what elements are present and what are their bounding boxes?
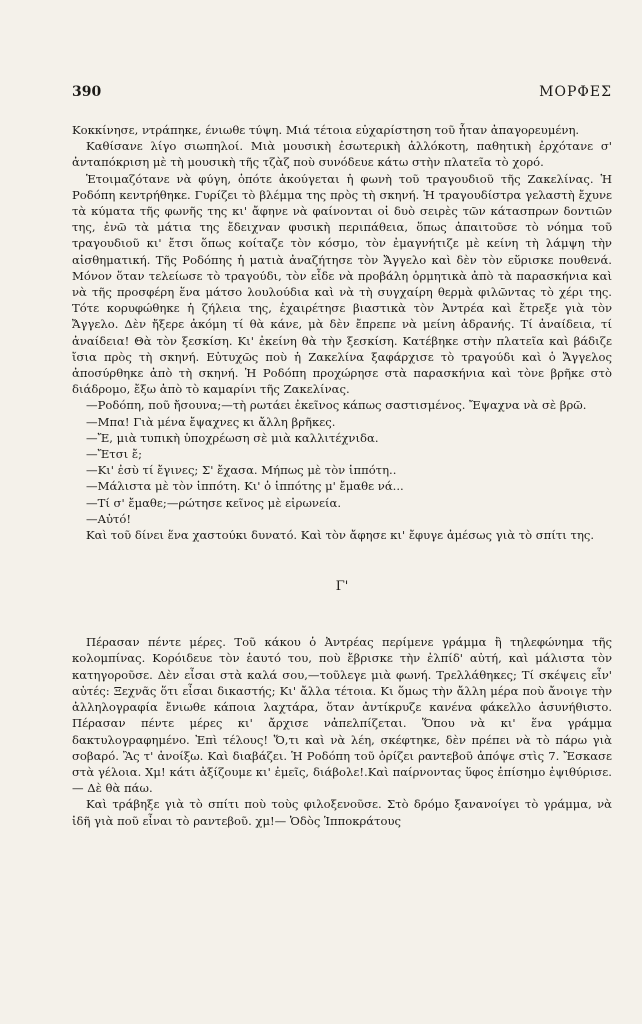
paragraph: Καὶ τοῦ δίνει ἕνα χαστούκι δυνατό. Καὶ τὸν ἄφησε κι' ἔφυγε ἀμέσως γιὰ τὸ σπίτι της. [86,528,595,543]
dialogue-line: —Μπα! Γιὰ μένα ἔψαχνες κι ἄλλη βρῆκες. [86,414,336,429]
text-block-bottom [72,634,612,828]
paragraph: Καθίσανε λίγο σιωπηλοί. Μιὰ μουσικὴ ἐσωτερικὴ ἀλλόκοτη, παθητικὴ ἐρχότανε σ' ἀνταπόκριση μὲ τὴ μουσικὴ τῆς τζὰζ ποὺ συνόδευε κάτω στὴν πλατεῖα τὸ χορό. [72,139,612,170]
page-body [72,122,612,829]
paragraph: Ἑτοιμαζότανε νὰ φύγη, ὁπότε ἀκούγεται ἡ φωνὴ τοῦ τραγουδιοῦ τῆς Ζακελίνας. Ἡ Ροδόπη κεντρήθηκε. Γυρίζει τὸ βλέμμα της πρὸς τὴ σκηνή. Ἡ τραγουδίστρα γελαστὴ ἔχυνε τὰ κύματα τῆς φωνῆς της κι' ἄφηνε νὰ φαίνονται οἱ δυὸ σειρὲς τῶν κάτασπρων δοντιῶν της, ἐνῶ τὰ μάτια της ἔδειχναν φυσικὴ περιπάθεια, ὅπως ἀπαιτοῦσε τὸ νόημα τοῦ τραγουδιοῦ κι' ἔτσι ὅπως κοίταζε τὸν κόσμο, τὸν ἐμαγνήτιζε μὲ κείνη τὴ λάμψη τὴν αἰσθηματική. Τῆς Ροδόπης ἡ ματιὰ ἀναζήτησε τὸν Ἄγγελο καὶ δὲν τὸν εὕρισκε πουθενά. Μόνον ὅταν τελείωσε τὸ τραγούδι, τὸν εἶδε νὰ προβάλη ὁρμητικὰ ἀπὸ τὰ παρασκήνια καὶ νὰ τῆς προσφέρη ἕνα μάτσο λουλούδια καὶ νὰ τὴ συγχαίρη θερμὰ φιλῶντας τὸ χέρι της. Τότε κορυφώθηκε ἡ ζήλεια της, ἐχαιρέτησε βιαστικὰ τὸν Ἀντρέα καὶ ἔτρεξε γιὰ τὸν Ἄγγελο. Δὲν ἤξερε ἀκόμη τί θὰ κάνε, μὰ δὲν ἔπρεπε νὰ μείνη ἀδρανής. Τί ἀναίδεια, τί ἀναίδεια! Θὰ τὸν ξεσκίση. Κι' ἐκείνη θὰ τὴν ξεσκίση. Κατέβηκε στὴν πλατεῖα καὶ βάδιζε ἴσια πρὸς τὴ σκηνή. Εὐτυχῶς ποὺ ἡ Ζακελίνα ξαφάρχισε τὸ τραγούδι καὶ ὁ Ἄγγελος ἀποσύρθηκε ἀπὸ τὴ σκηνή. Ἡ Ροδόπη προχώρησε στὰ παρασκήνια καὶ τὸνε βρῆκε στὸ διάδρομο, ἔξω ἀπὸ τὸ καμαρίνι τῆς Ζακελίνας. [72,171,612,397]
paragraph: Καὶ τράβηξε γιὰ τὸ σπίτι ποὺ τοὺς φιλοξενοῦσε. Στὸ δρόμο ξανανοίγει τὸ γράμμα, νὰ ἰδῆ γιὰ ποῦ εἶναι τὸ ραντεβοῦ. χμ!— Ὁδὸς Ἱπποκράτους [72,797,612,828]
dialogue-line: —Ροδόπη, ποῦ ἤσουνα;—τὴ ρωτάει ἐκεῖνος κάπως σαστισμένος. Ἔψαχνα νὰ σὲ βρῶ. [86,398,587,413]
dialogue-line: —Ἔ, μιὰ τυπικὴ ὑποχρέωση σὲ μιὰ καλλιτέχνιδα. [86,430,379,445]
page-number: 390 [72,84,102,100]
dialogue-line: —Τί σ' ἔμαθε;—ρώτησε κεῖνος μὲ εἰρωνεία. [86,495,342,510]
text-block-top [72,122,612,543]
dialogue-line: —Μάλιστα μὲ τὸν ἱππότη. Κι' ὁ ἱππότης μ' ἔμαθε νά... [86,479,404,494]
paragraph: Πέρασαν πέντε μέρες. Τοῦ κάκου ὁ Ἀντρέας περίμενε γράμμα ἢ τηλεφώνημα τῆς κολομπίνας. Κορόιδευε τὸν ἑαυτό του, ποὺ ἔβρισκε τὴν ἐλπίδ' αὐτή, καὶ μάλιστα τὸν κατηγοροῦσε. Δὲν εἶσαι στὰ καλά σου,—τοῦλεγε μιὰ φωνή. Τρελλάθηκες; Τί σκέψεις εἶν' αὐτές: Ξεχνᾶς ὅτι εἶσαι δικαστής; Κι' ἄλλα τέτοια. Κι ὅμως τὴν ἄλλη μέρα ποὺ ἄνοιγε τὴν ἀλληλογραφία ἔνιωθε κάποια λαχτάρα, ὅταν ἀντίκρυζε κανένα φάκελλο ἀσυνήθιστο. Πέρασαν πέντε μέρες κι' ἄρχισε νἀπελπίζεται. Ὅπου νὰ κι' ἕνα γράμμα δακτυλογραφημένο. Ἐπὶ τέλους! Ὅ,τι καὶ νὰ λέη, σκέφτηκε, δὲν πρέπει νὰ τὸ πάρω γιὰ σοβαρό. Ἂς τ' ἀνοίξω. Καὶ διαβάζει. Ἡ Ροδόπη τοῦ ὁρίζει ραντεβοῦ ἀπόψε στὶς 7. Ἔσκασε στὰ γέλοια. Χμ! κάτι ἀξίζουμε κι' ἐμεῖς, διάβολε!.Καὶ παίρνοντας ὕφος ἐπίσημο ἐψιθύρισε. — Δὲ θὰ πάω. [72,635,612,796]
dialogue-line: —Αὐτό! [86,511,132,526]
page-header [72,84,612,104]
running-title: ΜΟΡΦΕΣ [539,84,612,100]
paragraph: Κοκκίνησε, ντράπηκε, ένιωθε τύψη. Μιά τέτοια εὐχαρίστηση τοῦ ἦταν ἀπαγορευμένη. [72,123,580,137]
dialogue-line: —Ἔτσι ἔ; [86,447,142,462]
dialogue-line: —Κι' ἐσὺ τί ἔγινες; Σ' ἔχασα. Μήπως μὲ τὸν ἱππότη.. [86,463,397,478]
section-marker: Γ' [335,579,349,595]
